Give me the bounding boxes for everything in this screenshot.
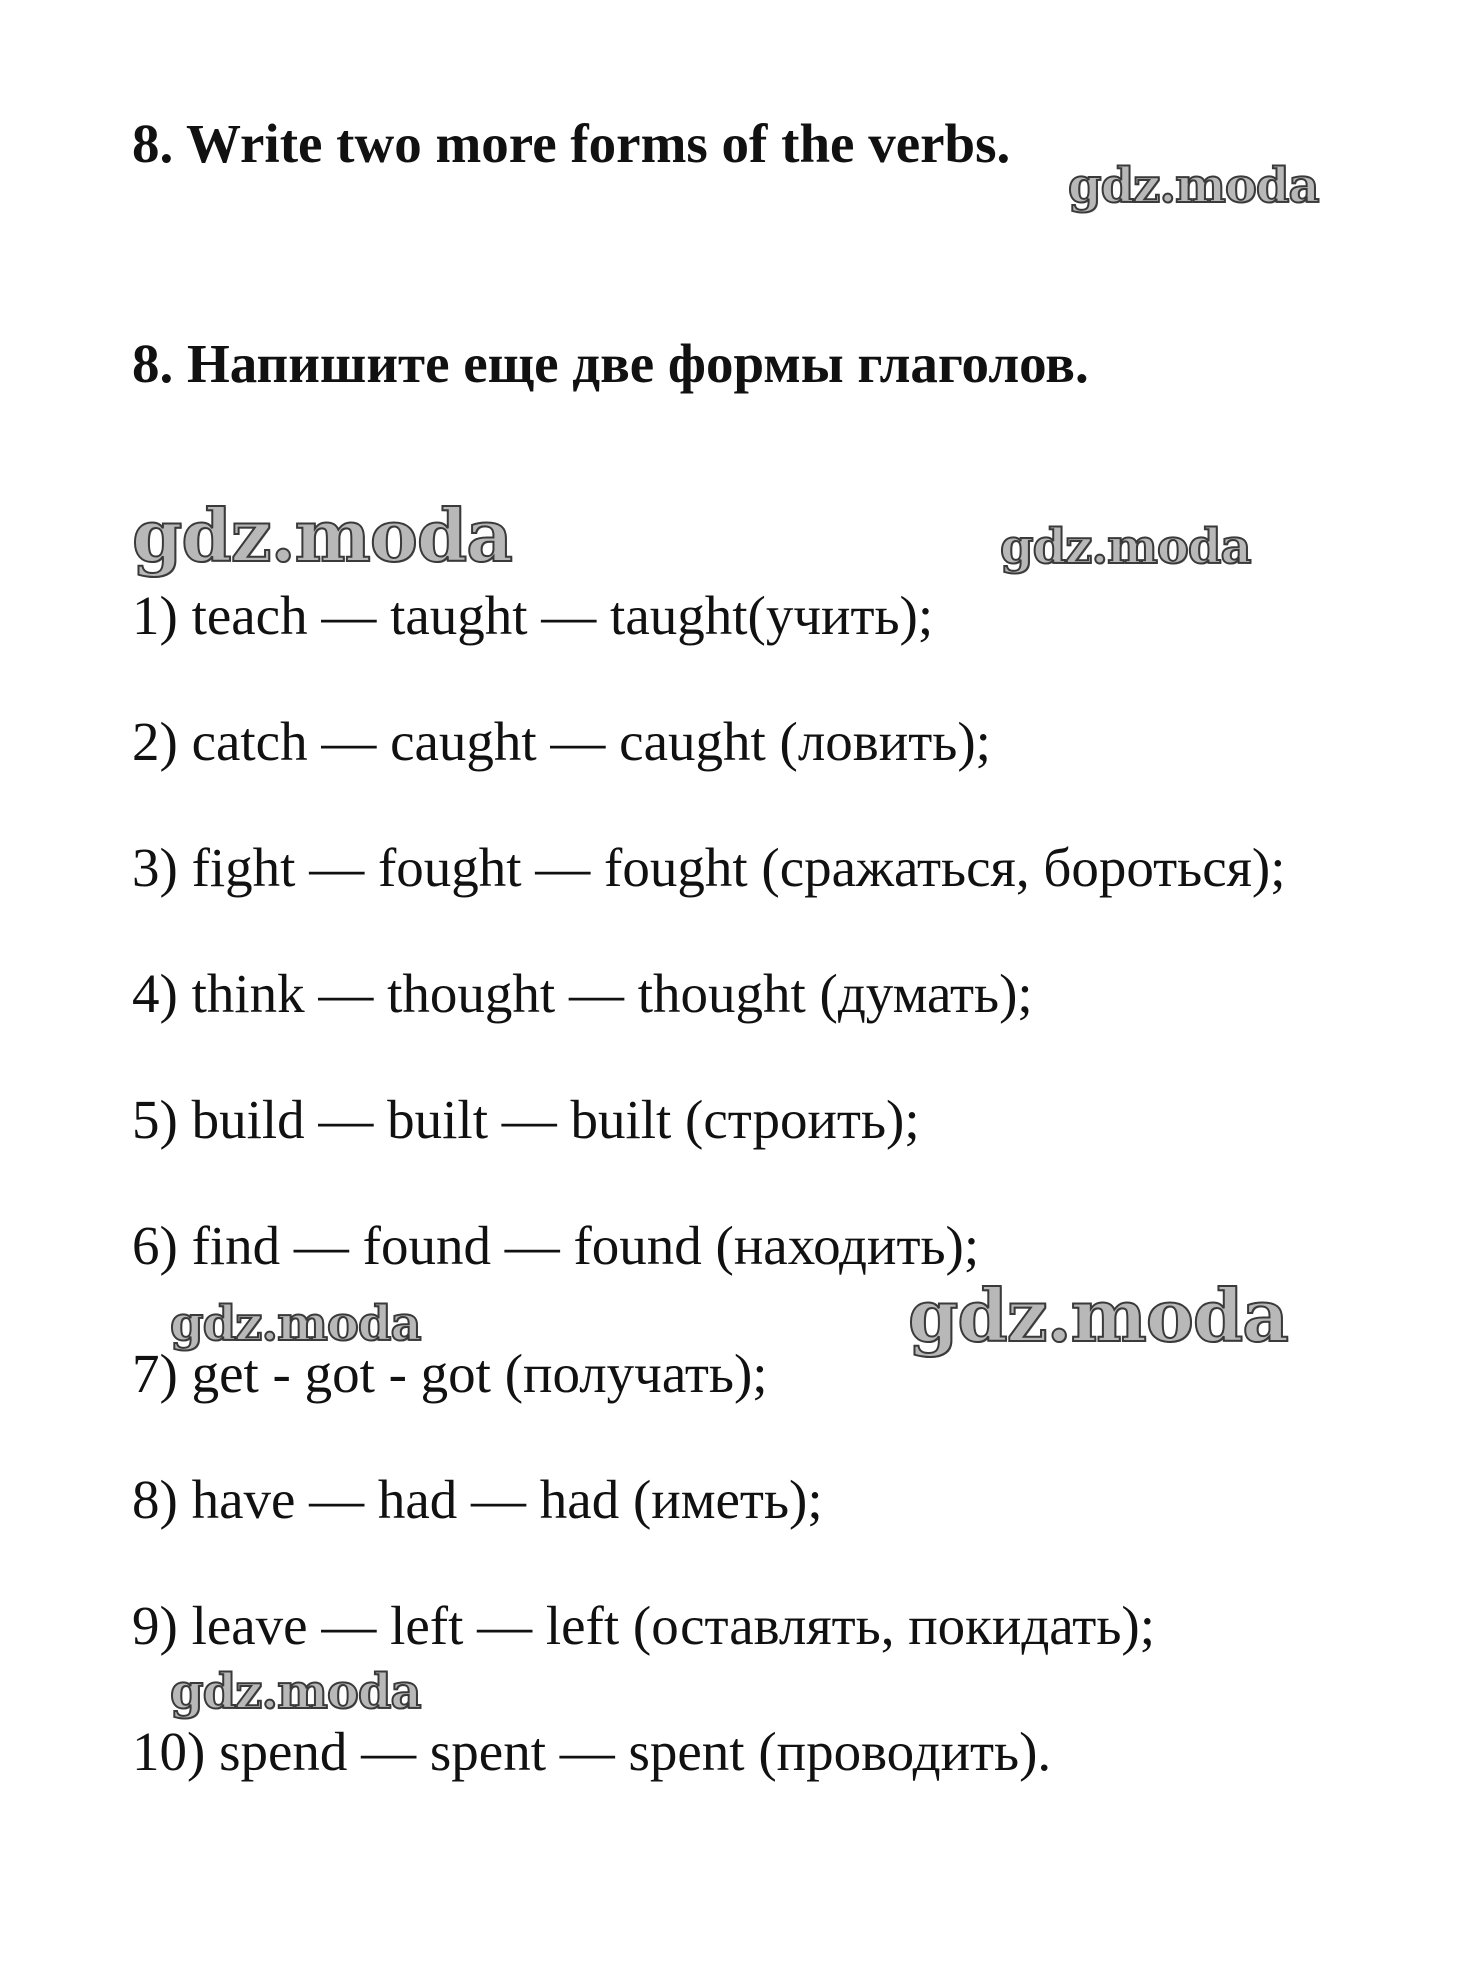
watermark-logo: gdz.moda (132, 493, 512, 578)
answer-line-2: 2) catch — caught — caught (ловить); (132, 711, 991, 772)
answer-line-4: 4) think — thought — thought (думать); (132, 963, 1033, 1024)
answer-line-3: 3) fight — fought — fought (сражаться, бороться); (132, 837, 1286, 898)
watermark-logo: gdz.moda (1000, 519, 1251, 575)
task-title-english: 8. Write two more forms of the verbs. (132, 113, 1011, 174)
watermark-logo: gdz.moda (170, 1296, 421, 1352)
answer-line-6: 6) find — found — found (находить); (132, 1215, 980, 1276)
answer-line-7: 7) get - got - got (получать); (132, 1343, 768, 1404)
task-title-russian: 8. Напишите еще две формы глаголов. (132, 333, 1089, 394)
watermark-logo: gdz.moda (170, 1664, 421, 1720)
answer-line-8: 8) have — had — had (иметь); (132, 1469, 823, 1530)
watermark-logo: gdz.moda (1068, 158, 1319, 214)
answer-line-5: 5) build — built — built (строить); (132, 1089, 920, 1150)
watermark-logo: gdz.moda (908, 1273, 1288, 1358)
answer-line-9: 9) leave — left — left (оставлять, покидать); (132, 1595, 1156, 1656)
answer-line-1: 1) teach — taught — taught(учить); (132, 585, 934, 646)
answer-line-10: 10) spend — spent — spent (проводить). (132, 1721, 1052, 1782)
